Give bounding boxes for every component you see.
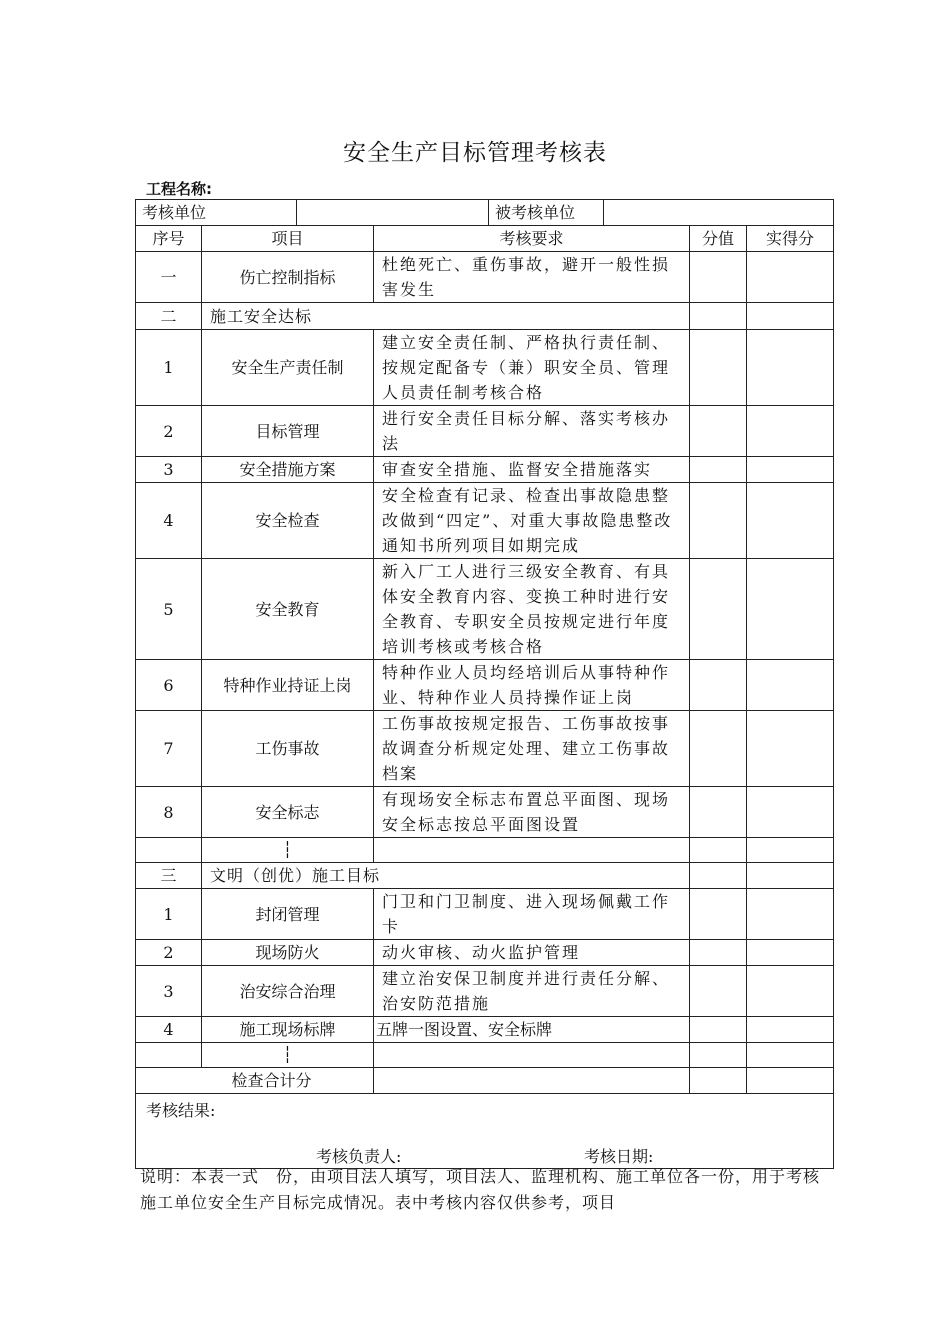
row-no: 4 — [136, 1017, 202, 1043]
row-no: 5 — [136, 559, 202, 660]
score-cell[interactable] — [690, 863, 747, 889]
score-cell[interactable] — [690, 940, 747, 966]
total-empty-cell — [374, 1068, 690, 1094]
section-title: 文明（创优）施工目标 — [202, 863, 690, 889]
row-item: 安全生产责任制 — [202, 330, 374, 406]
empty-cell — [374, 1043, 690, 1068]
assessed-unit-field[interactable] — [604, 200, 833, 225]
header-row — [136, 226, 834, 252]
col-req-header: 考核要求 — [374, 226, 690, 252]
row-item: 现场防火 — [202, 940, 374, 966]
explanatory-note: 说明：本表一式 份，由项目法人填写，项目法人、监理机构、施工单位各一份，用于考核施工单位安全生产目标完成情况。表中考核内容仅供参考，项目 — [140, 1167, 821, 1212]
row-requirement: 建立治安保卫制度并进行责任分解、治安防范措施 — [374, 966, 690, 1017]
score-cell[interactable] — [690, 303, 747, 330]
row-item: 特种作业持证上岗 — [202, 660, 374, 711]
empty-cell — [374, 838, 690, 863]
actual-score-cell[interactable] — [747, 1043, 834, 1068]
result-label: 考核结果: — [146, 1101, 216, 1120]
empty-cell — [136, 838, 202, 863]
actual-score-cell[interactable] — [747, 940, 834, 966]
section-no: 二 — [136, 303, 202, 330]
table-row — [136, 252, 834, 303]
ellipsis-row — [136, 838, 834, 863]
score-cell[interactable] — [690, 660, 747, 711]
row-item: 工伤事故 — [202, 711, 374, 787]
table-row — [136, 940, 834, 966]
row-no: 2 — [136, 940, 202, 966]
score-cell[interactable] — [690, 252, 747, 303]
score-cell[interactable] — [690, 483, 747, 559]
score-cell[interactable] — [690, 406, 747, 457]
section-no: 三 — [136, 863, 202, 889]
table-row — [136, 559, 834, 660]
table-row — [136, 711, 834, 787]
row-no: 3 — [136, 457, 202, 483]
actual-score-cell[interactable] — [747, 966, 834, 1017]
section-title: 施工安全达标 — [202, 303, 690, 330]
table-row — [136, 406, 834, 457]
row-requirement: 建立安全责任制、严格执行责任制、按规定配备专（兼）职安全员、管理人员责任制考核合格 — [374, 330, 690, 406]
row-item: 安全检查 — [202, 483, 374, 559]
row-requirement: 有现场安全标志布置总平面图、现场安全标志按总平面图设置 — [374, 787, 690, 838]
actual-score-cell[interactable] — [747, 838, 834, 863]
assessment-table — [135, 199, 834, 1169]
actual-score-cell[interactable] — [747, 559, 834, 660]
assess-unit-field[interactable] — [297, 200, 489, 226]
total-score-cell[interactable] — [690, 1068, 747, 1094]
row-no: 7 — [136, 711, 202, 787]
row-no: 4 — [136, 483, 202, 559]
row-requirement: 新入厂工人进行三级安全教育、有具体安全教育内容、变换工种时进行安全教育、专职安全员按规定进行年度培训考核或考核合格 — [374, 559, 690, 660]
assessed-unit-cell — [489, 200, 834, 226]
empty-cell — [136, 1043, 202, 1068]
col-item-header: 项目 — [202, 226, 374, 252]
unit-row — [136, 200, 834, 226]
table-row — [136, 787, 834, 838]
score-cell[interactable] — [690, 1017, 747, 1043]
row-item: 目标管理 — [202, 406, 374, 457]
actual-score-cell[interactable] — [747, 711, 834, 787]
actual-score-cell[interactable] — [747, 483, 834, 559]
table-row — [136, 660, 834, 711]
result-row — [136, 1094, 834, 1169]
col-no-header: 序号 — [136, 226, 202, 252]
row-no: 一 — [136, 252, 202, 303]
total-label: 检查合计分 — [136, 1068, 374, 1094]
page-title: 安全生产目标管理考核表 — [343, 140, 607, 166]
row-requirement: 审查安全措施、监督安全措施落实 — [374, 457, 690, 483]
row-item: 封闭管理 — [202, 889, 374, 940]
result-cell[interactable] — [136, 1094, 834, 1169]
actual-score-cell[interactable] — [747, 457, 834, 483]
table-row — [136, 483, 834, 559]
row-requirement: 工伤事故按规定报告、工伤事故按事故调查分析规定处理、建立工伤事故档案 — [374, 711, 690, 787]
actual-score-cell[interactable] — [747, 1017, 834, 1043]
actual-score-cell[interactable] — [747, 406, 834, 457]
row-requirement: 门卫和门卫制度、进入现场佩戴工作卡 — [374, 889, 690, 940]
date-label: 考核日期: — [584, 1147, 654, 1166]
ellipsis-mark: ┆ — [202, 838, 374, 863]
row-no: 1 — [136, 889, 202, 940]
ellipsis-mark: ┆ — [202, 1043, 374, 1068]
row-no: 1 — [136, 330, 202, 406]
row-item: 伤亡控制指标 — [202, 252, 374, 303]
table-row — [136, 889, 834, 940]
total-row — [136, 1068, 834, 1094]
total-actual-cell[interactable] — [747, 1068, 834, 1094]
row-no: 8 — [136, 787, 202, 838]
score-cell[interactable] — [690, 330, 747, 406]
table-row — [136, 330, 834, 406]
score-cell[interactable] — [690, 838, 747, 863]
actual-score-cell[interactable] — [747, 330, 834, 406]
actual-score-cell[interactable] — [747, 889, 834, 940]
actual-score-cell[interactable] — [747, 863, 834, 889]
assessed-unit-label: 被考核单位 — [489, 200, 604, 225]
score-cell[interactable] — [690, 559, 747, 660]
table-row — [136, 966, 834, 1017]
row-no: 3 — [136, 966, 202, 1017]
actual-score-cell[interactable] — [747, 660, 834, 711]
row-requirement: 动火审核、动火监护管理 — [374, 940, 690, 966]
section-row — [136, 303, 834, 330]
project-name-label: 工程名称: — [146, 180, 212, 198]
score-cell[interactable] — [690, 711, 747, 787]
row-item: 安全教育 — [202, 559, 374, 660]
row-requirement: 特种作业人员均经培训后从事特种作业、特种作业人员持操作证上岗 — [374, 660, 690, 711]
score-cell[interactable] — [690, 966, 747, 1017]
actual-score-cell[interactable] — [747, 303, 834, 330]
row-item: 安全措施方案 — [202, 457, 374, 483]
score-cell[interactable] — [690, 1043, 747, 1068]
score-cell[interactable] — [690, 787, 747, 838]
row-item: 安全标志 — [202, 787, 374, 838]
ellipsis-row — [136, 1043, 834, 1068]
row-no: 2 — [136, 406, 202, 457]
responsible-label: 考核负责人: — [316, 1147, 402, 1166]
section-row — [136, 863, 834, 889]
score-cell[interactable] — [690, 889, 747, 940]
row-item: 治安综合治理 — [202, 966, 374, 1017]
row-no: 6 — [136, 660, 202, 711]
assess-unit-label: 考核单位 — [136, 200, 297, 226]
col-actual-header: 实得分 — [747, 226, 834, 252]
row-requirement: 五牌一图设置、安全标牌 — [374, 1017, 690, 1043]
table-row — [136, 457, 834, 483]
row-requirement: 杜绝死亡、重伤事故，避开一般性损害发生 — [374, 252, 690, 303]
table-row — [136, 1017, 834, 1043]
col-score-header: 分值 — [690, 226, 747, 252]
row-requirement: 安全检查有记录、检查出事故隐患整改做到“四定”、对重大事故隐患整改通知书所列项目如期完成 — [374, 483, 690, 559]
actual-score-cell[interactable] — [747, 252, 834, 303]
score-cell[interactable] — [690, 457, 747, 483]
actual-score-cell[interactable] — [747, 787, 834, 838]
row-requirement: 进行安全责任目标分解、落实考核办法 — [374, 406, 690, 457]
row-item: 施工现场标牌 — [202, 1017, 374, 1043]
